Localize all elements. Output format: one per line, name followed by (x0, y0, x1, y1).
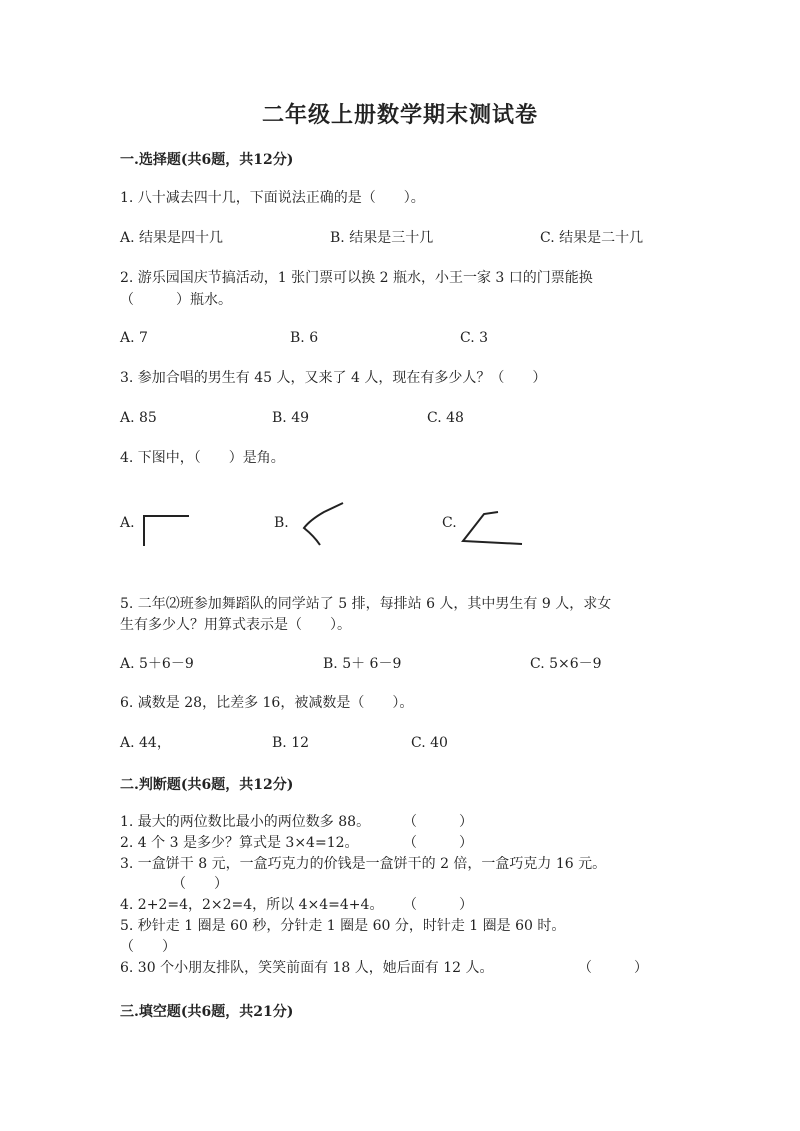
page-title: 二年级上册数学期末测试卷 (261, 102, 538, 128)
question-1-option-c: C. 结果是二十几 (540, 230, 644, 246)
question-4-option-b: B. (274, 515, 289, 531)
question-4-text: 4. 下图中，（ ）是角。 (120, 450, 285, 466)
section-heading-fill-blank: 三.填空题(共6题，共21分) (120, 1004, 294, 1020)
judgment-item-4-blank: （ ） (403, 897, 473, 913)
judgment-item-2-blank: （ ） (403, 835, 473, 851)
question-5-option-b: B. 5＋ 6－9 (323, 656, 402, 672)
judgment-item-6-text: 6. 30 个小朋友排队，笑笑前面有 18 人，她后面有 12 人。 (120, 960, 494, 976)
question-6-option-b: B. 12 (272, 735, 310, 751)
question-3-option-b: B. 49 (272, 410, 310, 426)
question-3-option-c: C. 48 (427, 410, 464, 426)
judgment-item-4-text: 4. 2+2=4，2×2=4，所以 4×4=4+4。 (120, 897, 384, 913)
question-2-option-b: B. 6 (290, 330, 319, 346)
question-2-option-a: A. 7 (120, 330, 148, 346)
judgment-item-5-text: 5. 秒针走 1 圈是 60 秒，分针走 1 圈是 60 分，时针走 1 圈是 60 时。 (120, 918, 566, 934)
question-4-option-c: C. (442, 515, 457, 531)
section-heading-choice: 一.选择题(共6题，共12分) (120, 152, 294, 168)
question-6-text: 6. 减数是 28，比差多 16，被减数是（ ）。 (120, 695, 414, 711)
right-angle-figure (138, 510, 194, 550)
question-5-line1: 5. 二年⑵班参加舞蹈队的同学站了 5 排，每排站 6 人，其中男生有 9 人，求女 (120, 596, 612, 612)
judgment-item-1-text: 1. 最大的两位数比最小的两位数多 88。 (120, 814, 371, 830)
judgment-item-2-text: 2. 4 个 3 是多少？算式是 3×4=12。 (120, 835, 359, 851)
question-5-option-c: C. 5×6－9 (530, 656, 602, 672)
question-4-option-a: A. (120, 515, 135, 531)
question-3-option-a: A. 85 (120, 410, 157, 426)
question-6-option-c: C. 40 (411, 735, 448, 751)
judgment-item-3-blank: （ ） (172, 876, 228, 892)
question-2-line1: 2. 游乐园国庆节搞活动，1 张门票可以换 2 瓶水，小王一家 3 口的门票能换 (120, 270, 593, 286)
section-heading-judgment: 二.判断题(共6题，共12分) (120, 777, 294, 793)
question-5-line2: 生有多少人？用算式表示是（ ）。 (120, 617, 351, 633)
curved-shape-figure (296, 498, 348, 550)
question-2-line2: （ ）瓶水。 (120, 292, 232, 308)
question-1-option-b: B. 结果是三十几 (330, 230, 434, 246)
question-1-option-a: A. 结果是四十几 (120, 230, 224, 246)
question-1-text: 1. 八十减去四十几，下面说法正确的是（ ）。 (120, 190, 425, 206)
question-6-option-a: A. 44， (120, 735, 171, 751)
question-5-option-a: A. 5＋6－9 (120, 656, 194, 672)
judgment-item-6-blank: （ ） (578, 960, 648, 976)
question-2-option-c: C. 3 (460, 330, 489, 346)
judgment-item-3-text: 3. 一盒饼干 8 元，一盒巧克力的价钱是一盒饼干的 2 倍，一盒巧克力 16 元。 (120, 856, 607, 872)
question-3-text: 3. 参加合唱的男生有 45 人，又来了 4 人，现在有多少人？（ ） (120, 370, 547, 386)
judgment-item-5-blank: （ ） (120, 939, 176, 955)
broken-line-figure (456, 506, 528, 550)
judgment-item-1-blank: （ ） (403, 814, 473, 830)
